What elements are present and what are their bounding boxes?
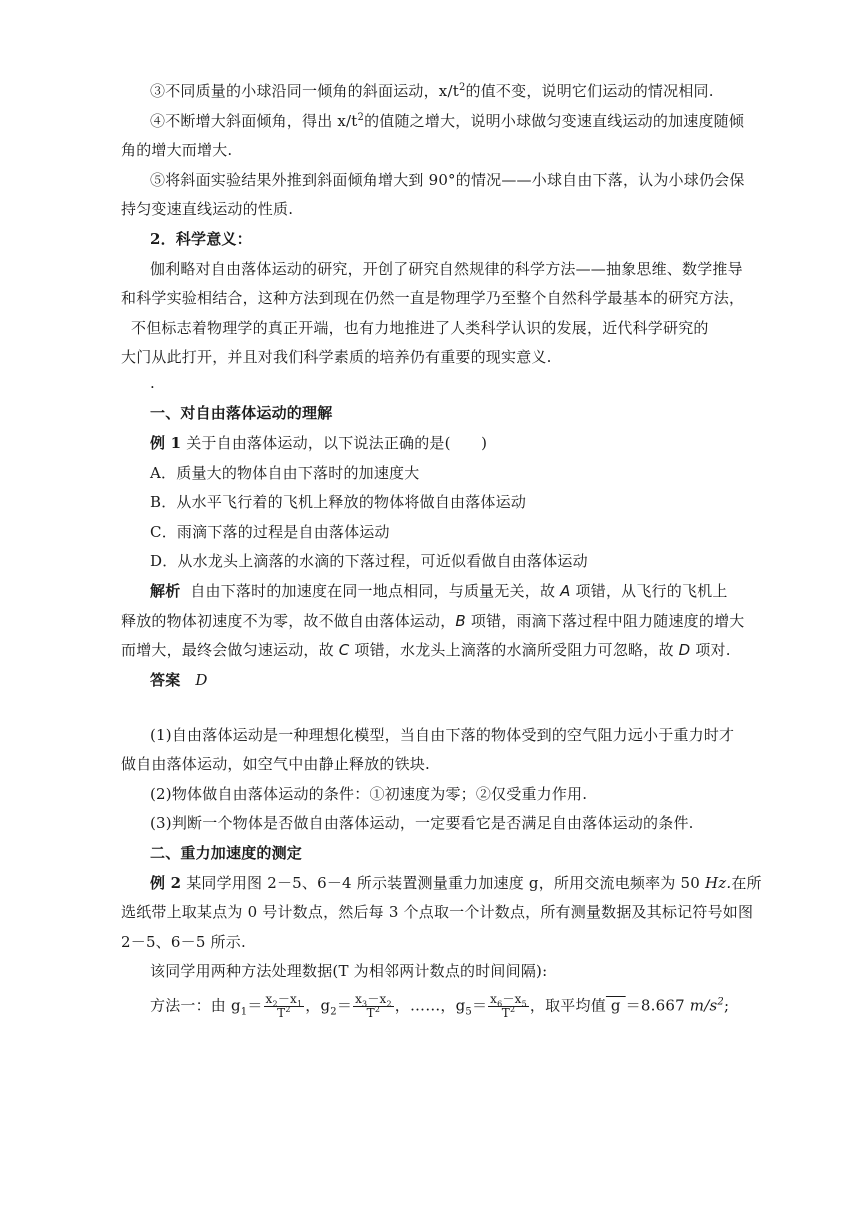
- text: ＝: [471, 996, 488, 1015]
- text-line: 选纸带上取某点为 0 号计数点，然后每 3 个点取一个计数点，所有测量数据及其标记符号如图: [121, 903, 754, 921]
- text: x: [265, 992, 273, 1006]
- formula-line: [150, 993, 756, 1020]
- analysis-line: [121, 610, 756, 632]
- unit: m/s: [689, 996, 718, 1015]
- text: ④不断增大斜面倾角，得出 x/t: [150, 112, 358, 130]
- mean-g: g: [605, 996, 626, 1015]
- note-line: (2)物体做自由落体运动的条件：①初速度为零；②仅受重力作用.: [150, 785, 588, 803]
- analysis-label: 解析: [150, 582, 181, 600]
- example-label: 例 2: [150, 874, 182, 892]
- text: ．从水龙头上滴落的水滴的下落过程，可近似看做自由落体运动: [162, 552, 588, 570]
- analysis-line: [121, 639, 756, 661]
- subscript: 5: [521, 999, 527, 1009]
- superscript: 2: [357, 112, 365, 123]
- answer-label: 答案: [150, 671, 181, 689]
- option-ref: A: [560, 582, 571, 600]
- text: 的值不变，说明它们运动的情况相同.: [465, 82, 714, 100]
- text: 关于自由落体运动，以下说法正确的是( ): [186, 434, 488, 452]
- text: x: [290, 992, 297, 1006]
- option-ref: B: [455, 612, 466, 630]
- text-line: [150, 80, 756, 102]
- answer-line: [150, 669, 756, 691]
- superscript: 2: [717, 996, 724, 1008]
- text-line: 2－5、6－5 所示.: [121, 933, 246, 951]
- text: ．雨滴下落的过程是自由落体运动: [161, 523, 390, 541]
- text: 方法一：由 g: [150, 996, 241, 1015]
- text: ，……，g: [394, 996, 466, 1015]
- text: ＝8.667: [625, 996, 690, 1015]
- subscript: 1: [240, 1006, 248, 1018]
- text: ③不同质量的小球沿同一倾角的斜面运动，x/t: [150, 82, 459, 100]
- text: x: [379, 992, 387, 1006]
- text: ＝: [336, 996, 353, 1015]
- text: ．质量大的物体自由下落时的加速度大: [161, 464, 420, 482]
- option-key: D: [150, 552, 163, 570]
- fraction: [264, 993, 305, 1020]
- text-line: 大门从此打开，并且对我们科学素质的培养仍有重要的现实意义.: [121, 348, 552, 366]
- text: ，g: [305, 996, 331, 1015]
- option-key: B: [150, 493, 162, 511]
- option-d: [150, 550, 756, 572]
- text: 的值随之增大，说明小球做匀变速直线运动的加速度随倾: [364, 112, 745, 130]
- text: x: [490, 992, 498, 1006]
- text: －: [277, 992, 291, 1006]
- text-line: .: [150, 374, 155, 392]
- section-heading: 2．科学意义：: [150, 230, 252, 248]
- unit: Hz.: [704, 874, 732, 892]
- example-line: [150, 872, 762, 894]
- subscript: 2: [386, 999, 392, 1009]
- subscript: 3: [362, 999, 368, 1009]
- text: 自由下落时的加速度在同一地点相同，与质量无关，故: [190, 582, 561, 600]
- text: 项错，水龙头上滴落的水滴所受阻力可忽略，故: [349, 641, 679, 659]
- section-heading: 二、重力加速度的测定: [150, 844, 303, 862]
- text: ．从水平飞行着的飞机上释放的物体将做自由落体运动: [161, 493, 527, 511]
- text-line: ⑤将斜面实验结果外推到斜面倾角增大到 90°的情况——小球自由下落，认为小球仍会保: [150, 171, 745, 189]
- note-line: 做自由落体运动，如空气中由静止释放的铁块.: [121, 755, 430, 773]
- text: T: [366, 1006, 375, 1020]
- answer-value: D: [195, 671, 208, 689]
- option-b: [150, 491, 756, 513]
- text-line: [150, 110, 756, 132]
- text: 某同学用图 2－5、6－4 所示装置测量重力加速度 g，所用交流电频率为 50: [186, 874, 705, 892]
- text: －: [502, 992, 515, 1006]
- text: T: [277, 1006, 286, 1020]
- subscript: 2: [272, 999, 278, 1009]
- section-heading: 一、对自由落体运动的理解: [150, 404, 333, 422]
- option-ref: D: [678, 641, 691, 659]
- subscript: 5: [465, 1006, 472, 1018]
- subscript: 6: [497, 999, 503, 1009]
- option-ref: C: [338, 641, 350, 659]
- text: ，取平均值: [529, 996, 606, 1015]
- superscript: 2: [285, 1005, 291, 1014]
- text-line: 角的增大而增大.: [121, 141, 233, 159]
- text: 项错，雨滴下落过程中阻力随速度的增大: [465, 612, 745, 630]
- option-key: A: [150, 464, 162, 482]
- option-a: [150, 462, 756, 484]
- fraction: [488, 993, 529, 1020]
- option-c: [150, 521, 756, 543]
- note-line: (1)自由落体运动是一种理想化模型，当自由下落的物体受到的空气阻力远小于重力时才: [150, 726, 735, 744]
- text: T: [501, 1006, 510, 1020]
- text: x: [514, 992, 522, 1006]
- text-line: 伽利略对自由落体运动的研究，开创了研究自然规律的科学方法——抽象思维、数学推导: [150, 260, 743, 278]
- text: 项错，从飞行的飞机上: [570, 582, 728, 600]
- text: ;: [723, 996, 730, 1015]
- text-line: 和科学实验相结合，这种方法到现在仍然一直是物理学乃至整个自然科学最基本的研究方法，: [121, 289, 745, 307]
- text: x: [355, 992, 363, 1006]
- text: 项对.: [690, 641, 731, 659]
- example-line: [150, 432, 756, 454]
- analysis-line: [150, 580, 756, 602]
- example-label: 例 1: [150, 434, 182, 452]
- text-line: 不但标志着物理学的真正开端，也有力地推进了人类科学认识的发展，近代科学研究的: [131, 319, 709, 337]
- text: ＝: [247, 996, 263, 1015]
- text: －: [367, 992, 380, 1006]
- superscript: 2: [374, 1005, 381, 1014]
- subscript: 2: [330, 1006, 337, 1018]
- text-line: 该同学用两种方法处理数据(T 为相邻两计数点的时间间隔):: [150, 962, 548, 980]
- superscript: 2: [458, 82, 466, 93]
- note-line: (3)判断一个物体是否做自由落体运动，一定要看它是否满足自由落体运动的条件.: [150, 814, 694, 832]
- option-key: C: [150, 523, 162, 541]
- text: 释放的物体初速度不为零，故不做自由落体运动，: [121, 612, 456, 630]
- text: 而增大，最终会做匀速运动，故: [121, 641, 339, 659]
- text: 在所: [731, 874, 762, 892]
- superscript: 2: [510, 1005, 516, 1014]
- subscript: 1: [296, 999, 303, 1009]
- text-line: 持匀变速直线运动的性质.: [121, 200, 294, 218]
- fraction: [353, 993, 394, 1020]
